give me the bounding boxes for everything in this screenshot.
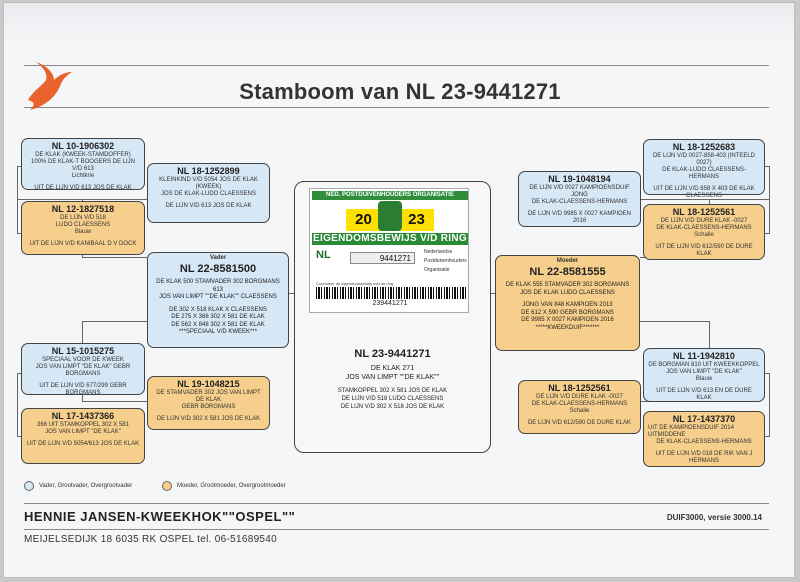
footer-rule-mid bbox=[24, 529, 769, 530]
box-line: DE 302 X 518 KLAK X CLAESSENS bbox=[169, 306, 267, 313]
box-line: LUDO CLAESSENS bbox=[55, 222, 111, 228]
box-line: DE BORGMAN 810 UIT KWEEKKOPPEL bbox=[648, 362, 760, 368]
ring-card-side-label: Organisatie bbox=[424, 267, 450, 273]
box-line: DE KLAK 500 STAMVADER 302 BORGMANS 613 bbox=[156, 279, 280, 293]
ring-card-side-label: Postduivenhouders bbox=[424, 258, 467, 264]
ring-number: NL 10-1906302 bbox=[51, 141, 115, 151]
box-line: ***SPECIAAL V/D KWEEK*** bbox=[178, 329, 258, 335]
ring-number: NL 15-1015275 bbox=[51, 346, 115, 356]
box-line: DE LIJN V/D 613 JOS DE KLAK bbox=[165, 203, 252, 209]
pedigree-box-g-r1 bbox=[643, 139, 765, 199]
legend-male-label: Vader, Grootvader, Overgrootvader bbox=[39, 483, 133, 489]
box-line: DE KLAK (KWEEK-STAMDOFFER) bbox=[35, 152, 131, 158]
ring-number: NL 18-1252899 bbox=[177, 166, 240, 176]
box-line: UIT DE LIJN V/D 018 DE RIK VAN J HERMANS bbox=[655, 451, 753, 464]
ring-number: NL 17-1437370 bbox=[672, 414, 736, 424]
box-line: SPECIAAL VOOR DE KWEEK bbox=[42, 357, 124, 363]
emblem-icon bbox=[378, 201, 402, 231]
breeder-address: MEIJELSEDIJK 18 6035 RK OSPEL tel. 06-51689540 bbox=[24, 534, 278, 545]
ring-card-year-left: 20 bbox=[355, 211, 372, 228]
box-line: Lichtkrie bbox=[71, 173, 95, 179]
pigeon-ring-number: NL 23-9441271 bbox=[354, 348, 431, 360]
software-version: DUIF3000, versie 3000.14 bbox=[666, 513, 762, 522]
box-line: GEBR BORGMANS bbox=[181, 404, 236, 410]
ring-number: NL 19-1048215 bbox=[177, 379, 240, 389]
connector bbox=[82, 401, 147, 402]
box-line: JOS VAN LIMPT ""DE KLAK"" bbox=[345, 373, 440, 381]
box-line: UIT DE LIJN V/D 613 EN DE DURE KLAK bbox=[656, 388, 752, 401]
barcode bbox=[316, 287, 466, 299]
box-line: *****KWEEKDUIF******* bbox=[535, 324, 600, 331]
box-line: Schalie bbox=[694, 232, 714, 238]
box-line: JOS VAN LIMPT ""DE KLAK"" CLAESSENS bbox=[159, 294, 277, 300]
box-line: UIT DE LIJN V/D KANIBAAL D V DOCK bbox=[29, 241, 137, 247]
pedigree-box-g-r3 bbox=[643, 348, 765, 402]
ring-card-caption: Controleer de eigendomsbewijs met de ring bbox=[316, 281, 394, 286]
box-line: JOS DE KLAK-LUDO CLAESSENS bbox=[160, 191, 257, 197]
box-line: DE LIJN V/D DURE KLAK -0027 bbox=[536, 394, 623, 400]
pedigree-box-g-r4 bbox=[643, 411, 765, 467]
ring-number: NL 22-8581500 bbox=[179, 263, 257, 275]
mother-tag: Moeder bbox=[556, 258, 579, 264]
pedigree-sheet bbox=[3, 2, 795, 578]
box-line: DE KLAK-CLAESSENS-HERMANS bbox=[531, 199, 628, 205]
box-line: DE KLAK-CLAESSENS-HERMANS bbox=[531, 401, 628, 407]
connector bbox=[82, 321, 147, 322]
ring-card-org: NED. POSTDUIVENHOUDERS ORGANISATIE bbox=[312, 191, 468, 200]
ring-number: NL 22-8581555 bbox=[529, 266, 606, 278]
box-line: UIT DE LIJN V/D 858 X 403 DE KLAK CLAESSENS bbox=[653, 186, 755, 199]
ring-number: NL 19-1048194 bbox=[548, 174, 611, 184]
box-line: DE 9985 X 0027 KAMPIOEN 2016 bbox=[521, 317, 614, 323]
ring-number: NL 11-1942810 bbox=[673, 351, 735, 361]
box-line: DE LIJN V/D 518 LUDO CLAESSENS bbox=[341, 396, 444, 402]
ring-number: NL 18-1252561 bbox=[672, 207, 736, 217]
header-rule-top bbox=[24, 65, 769, 66]
box-line: Blauw bbox=[695, 376, 713, 382]
ring-number: NL 18-1252561 bbox=[548, 383, 611, 393]
box-line: JOS VAN LIMPT "DE KLAK" bbox=[666, 369, 742, 375]
legend-female-label: Moeder, Grootmoeder, Overgrootmoeder bbox=[177, 483, 286, 489]
pedigree-box-g-r2 bbox=[643, 204, 765, 260]
box-line: UIT DE KAMPIOENSDUIF 2014 UITMIDDENE bbox=[648, 425, 734, 438]
legend-male-swatch bbox=[24, 481, 34, 491]
box-line: DE LIJN V/D DURE KLAK -0027 bbox=[660, 218, 748, 224]
box-line: JOS VAN LIMPT "DE KLAK" bbox=[45, 429, 121, 435]
pedigree-box-g-l2 bbox=[21, 201, 145, 255]
box-line: DE LIJN V/D 9985 X 0027 KAMPIOEN 2016 bbox=[527, 211, 632, 224]
box-line: UIT DE LIJN V/D 5054/613 JOS DE KLAK bbox=[26, 441, 140, 447]
ring-card-banner: EIGENDOMSBEWIJS V/D RING bbox=[313, 233, 467, 244]
pedigree-box-ff bbox=[518, 171, 641, 227]
page-title: Stamboom van NL 23-9441271 bbox=[239, 79, 561, 104]
box-line: DE KLAK 271 bbox=[370, 365, 415, 372]
ring-number: NL 12-1827518 bbox=[51, 204, 115, 214]
ring-card-side-label: Nederlandse bbox=[424, 249, 453, 255]
box-line: UIT DE LIJN V/D 613 JOS DE KLAK bbox=[34, 185, 132, 191]
box-line: JONG VAN 848 KAMPIOEN 2013 bbox=[522, 302, 613, 308]
box-line: STAMKOPPEL 302 X 581 JOS DE KLAK bbox=[337, 388, 448, 394]
box-line: DE LIJN V/D 0027 KAMPIOENSDUIF JONG bbox=[529, 185, 630, 198]
sheet-sheen bbox=[4, 3, 794, 43]
legend-female-swatch bbox=[162, 481, 172, 491]
barcode-number: 239441271 bbox=[372, 300, 408, 307]
box-line: DE LIJN V/D 518 bbox=[60, 215, 106, 221]
box-line: DE 275 X 366 302 X 581 DE KLAK bbox=[171, 314, 265, 320]
pedigree-box-mother bbox=[495, 255, 640, 351]
header-rule-bottom bbox=[24, 107, 769, 108]
box-line: UIT DE LIJN V/D 677/299 GEBR BORGMANS bbox=[39, 383, 127, 396]
box-line: DE KLAK-CLAESSENS-HERMANS bbox=[656, 439, 752, 445]
box-line: UIT DE LIJN V/D 612/590 DE DURE KLAK bbox=[655, 244, 753, 257]
footer-rule-top bbox=[24, 503, 769, 504]
box-line: DE 562 X 848 302 X 581 DE KLAK bbox=[171, 321, 265, 328]
box-line: Schalie bbox=[569, 408, 590, 414]
pedigree-box-mf bbox=[147, 163, 270, 223]
connector bbox=[640, 321, 710, 322]
box-line: JOS VAN LIMPT "DE KLAK" GEBR BORGMANS bbox=[35, 364, 131, 377]
ring-card-year-right: 23 bbox=[408, 211, 425, 228]
box-line: 366 UIT STAMKOPPEL 302 X 581 bbox=[37, 422, 129, 428]
pedigree-box-father bbox=[147, 252, 289, 348]
connector bbox=[82, 257, 147, 258]
box-line: KLEINKIND V/D 5054 JOS DE KLAK (KWEEK) bbox=[159, 177, 258, 190]
pedigree-box-fm bbox=[147, 376, 270, 430]
breeder-name: HENNIE JANSEN-KWEEKHOK""OSPEL"" bbox=[24, 509, 296, 524]
box-line: DE STAMVADER 302 JOS VAN LIMPT DE KLAK bbox=[156, 390, 261, 403]
pedigree-box-g-l3 bbox=[21, 343, 145, 395]
box-line: DE LIJN V/D 302 X 581 JOS DE KLAK bbox=[156, 416, 261, 422]
box-line: DE KLAK-CLAESSENS-HERMANS bbox=[656, 225, 752, 231]
pedigree-box-g-l1 bbox=[21, 138, 145, 190]
box-line: DE LIJN V/D 612/590 DE DURE KLAK bbox=[527, 420, 632, 426]
box-line: 100% DE KLAK-T BOOGERS DE LIJN V/D 613 bbox=[31, 159, 135, 172]
box-line: DE LIJN V/D 302 X 518 JOS DE KLAK bbox=[340, 404, 445, 410]
pedigree-box-g-l4 bbox=[21, 408, 145, 464]
box-line: JOS DE KLAK LUDO CLAESSENS bbox=[520, 289, 615, 296]
ring-number: NL 18-1252683 bbox=[672, 142, 736, 152]
father-tag: Vader bbox=[209, 255, 227, 261]
box-line: DE KLAK 555 STAMVADER 302 BORGMANS bbox=[505, 282, 630, 288]
ring-ownership-card bbox=[309, 188, 469, 313]
box-line: DE KLAK-LUDO CLAESSENS-HERMANS bbox=[662, 167, 746, 180]
box-line: DE 612 X 590 GEBR BORGMANS bbox=[521, 309, 614, 316]
ring-card-country: NL bbox=[316, 249, 331, 261]
ring-card-number: 9441271 bbox=[350, 252, 415, 264]
ring-number: NL 17-1437366 bbox=[51, 411, 115, 421]
box-line: Blauw bbox=[74, 229, 92, 235]
box-line: DE LIJN V/D 0027-858-403 (INTEELD 0027) bbox=[652, 153, 756, 166]
pedigree-box-mm bbox=[518, 380, 641, 434]
